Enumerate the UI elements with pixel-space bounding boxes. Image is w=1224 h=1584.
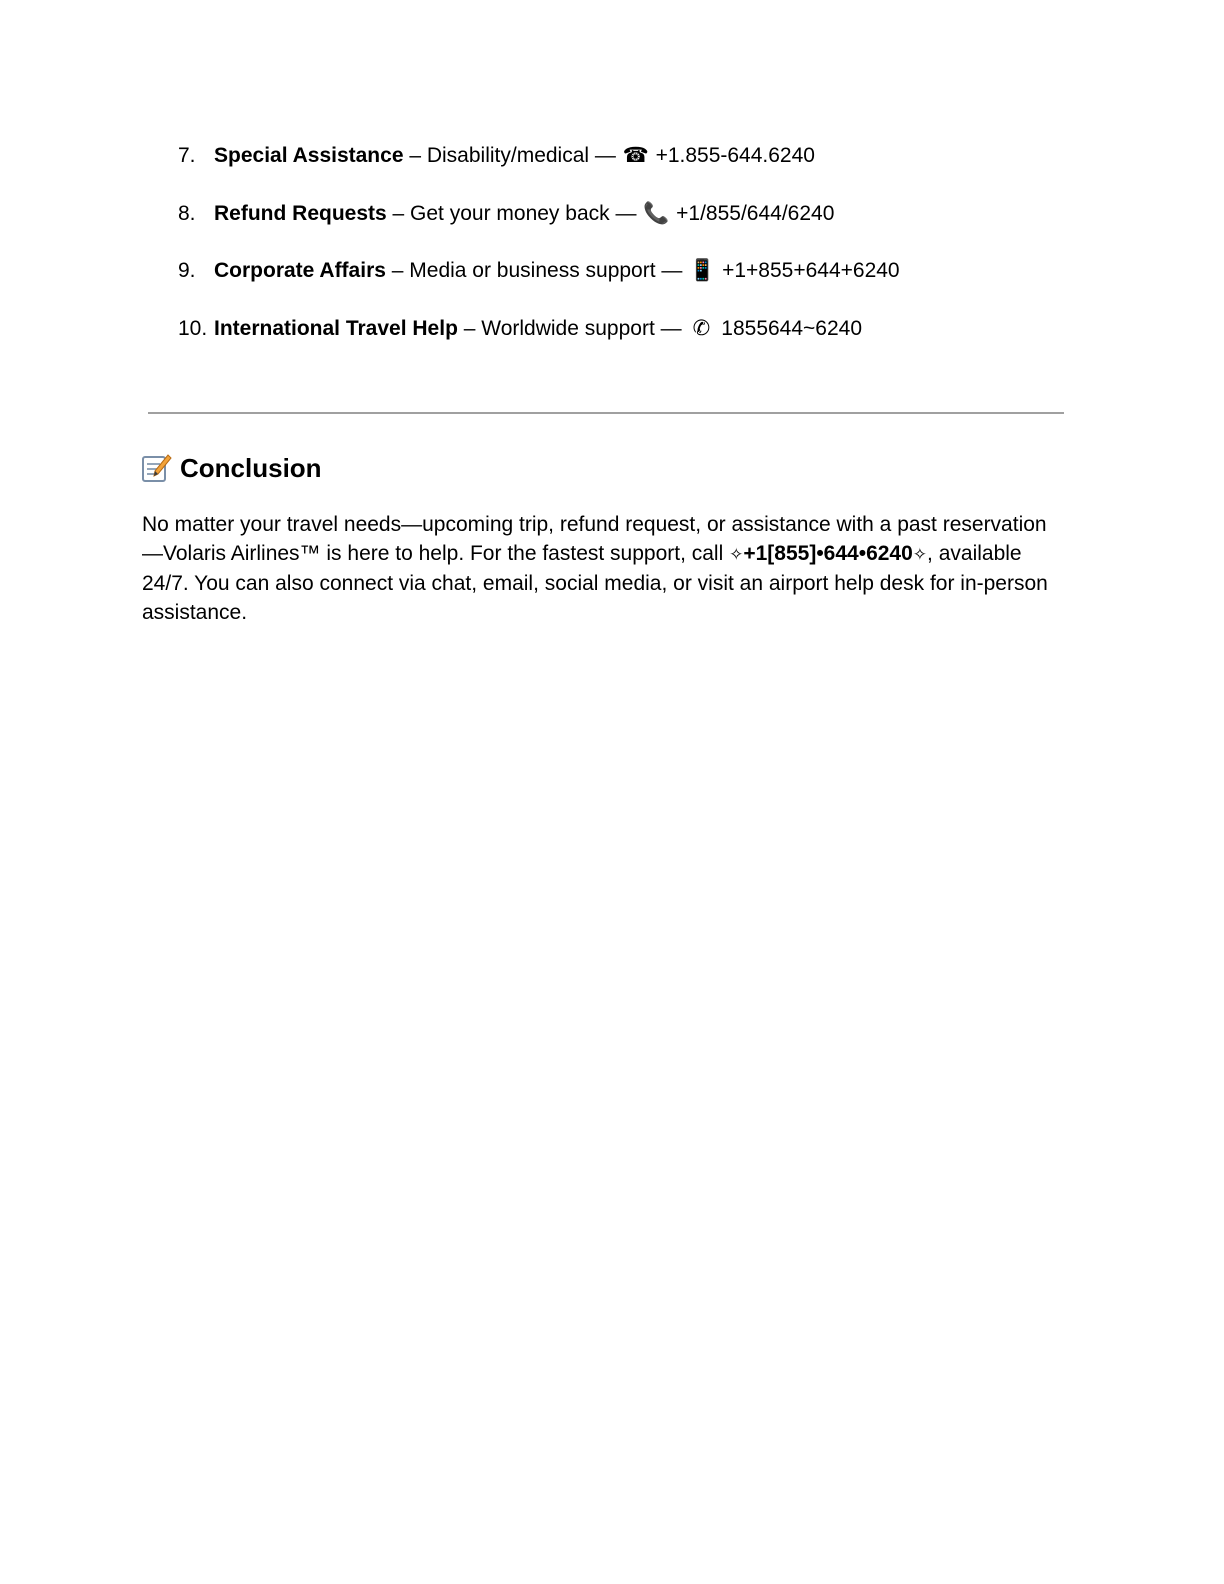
paragraph-text: , available 24/7. You can also connect via chat, email, social media, or visit an airport help desk for in-person assistance. <box>142 542 1048 624</box>
memo-icon <box>142 454 172 482</box>
item-phone: +1+855+644+6240 <box>716 259 900 282</box>
item-number: 7. <box>178 144 196 167</box>
list-item <box>178 143 815 169</box>
support-phone: +1[855]•644•6240 <box>743 542 913 565</box>
conclusion-heading <box>142 452 322 484</box>
item-number: 8. <box>178 202 196 225</box>
sparkle-icon: ✧ <box>912 545 928 564</box>
item-title: International Travel Help <box>214 317 458 340</box>
item-description: – Get your money back — <box>386 202 643 225</box>
page-title: Conclusion <box>180 453 322 483</box>
item-number: 10. <box>178 317 208 340</box>
item-phone: +1.855-644.6240 <box>649 144 815 167</box>
phone-receiver-icon: 📞 <box>643 202 670 225</box>
list-item <box>178 201 834 227</box>
list-item <box>178 316 862 342</box>
item-title: Refund Requests <box>214 202 387 225</box>
phone-symbol-icon: ✆ <box>692 317 711 340</box>
conclusion-paragraph <box>142 510 1062 627</box>
paragraph-text: No matter your travel needs—upcoming trip, refund request, or assistance with a past reservation—Volaris Airlines™ is here to help. For the fastest support, call <box>142 513 1047 565</box>
list-item <box>178 258 900 284</box>
telephone-icon: ☎ <box>622 144 649 167</box>
item-description: – Worldwide support — <box>457 317 688 340</box>
sparkle-icon: ✧ <box>729 545 744 564</box>
item-title: Special Assistance <box>214 144 404 167</box>
item-phone: 1855644~6240 <box>715 317 863 340</box>
horizontal-divider <box>148 412 1064 414</box>
item-number: 9. <box>178 259 196 282</box>
item-description: – Disability/medical — <box>403 144 622 167</box>
item-description: – Media or business support — <box>385 259 689 282</box>
item-phone: +1/855/644/6240 <box>670 202 835 225</box>
mobile-phone-icon: 📱 <box>689 259 716 282</box>
item-title: Corporate Affairs <box>214 259 386 282</box>
